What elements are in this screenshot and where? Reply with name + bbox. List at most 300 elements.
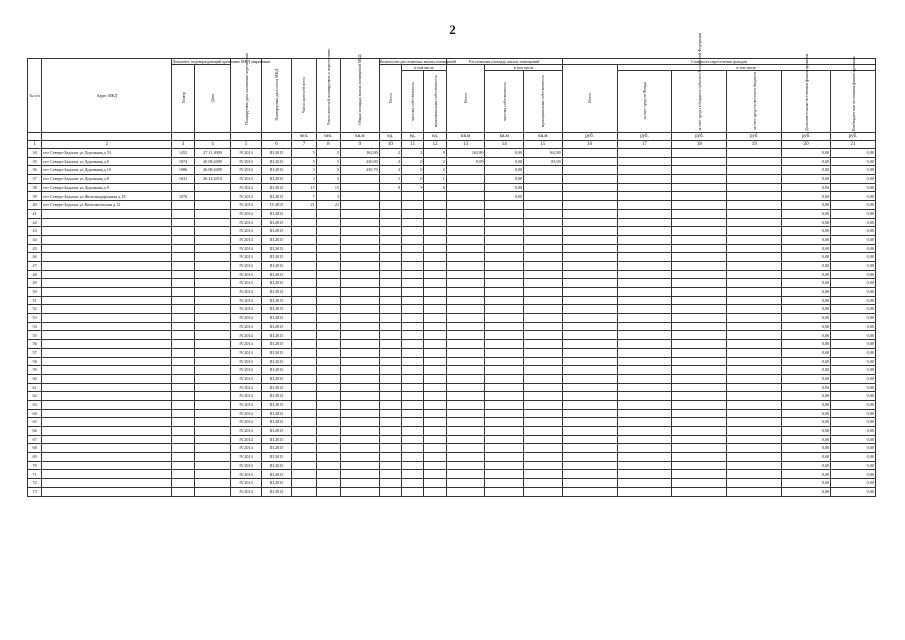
- table-cell: [562, 183, 617, 192]
- table-cell: [42, 348, 172, 357]
- table-row: [28, 175, 876, 184]
- table-cell: [524, 244, 563, 253]
- table-cell: [446, 305, 485, 314]
- table-cell: III.2015: [261, 314, 292, 323]
- table-cell: [341, 348, 380, 357]
- table-cell: [524, 166, 563, 175]
- table-cell: III.2015: [261, 218, 292, 227]
- table-cell: [194, 253, 231, 262]
- unit-cell: кв.м: [341, 133, 380, 141]
- table-cell: 0,00: [831, 340, 876, 349]
- table-cell: [402, 427, 424, 436]
- table-cell: [194, 201, 231, 210]
- table-cell: [379, 331, 401, 340]
- table-cell: [42, 461, 172, 470]
- table-cell: [524, 192, 563, 201]
- table-cell: 50: [28, 288, 42, 297]
- table-cell: [727, 253, 782, 262]
- table-cell: [172, 400, 194, 409]
- table-cell: [727, 166, 782, 175]
- table-cell: [562, 322, 617, 331]
- table-cell: [316, 374, 340, 383]
- header-cost-in-that: в том числе: [617, 65, 875, 71]
- table-cell: IV.2014: [231, 218, 262, 227]
- table-cell: [379, 322, 401, 331]
- table-cell: [402, 209, 424, 218]
- table-cell: [341, 253, 380, 262]
- table-row: [28, 253, 876, 262]
- table-cell: [424, 288, 446, 297]
- table-cell: [524, 453, 563, 462]
- table-row: [28, 348, 876, 357]
- table-cell: [617, 314, 672, 323]
- table-cell: [727, 314, 782, 323]
- table-cell: IV.2014: [231, 175, 262, 184]
- table-cell: [485, 427, 524, 436]
- table-cell: 65: [28, 418, 42, 427]
- table-cell: [424, 253, 446, 262]
- table-cell: [292, 261, 316, 270]
- table-cell: 0,00: [782, 374, 831, 383]
- table-cell: 34: [28, 149, 42, 158]
- table-cell: 0,00: [782, 261, 831, 270]
- table-cell: [42, 409, 172, 418]
- table-cell: 0,00: [782, 192, 831, 201]
- table-cell: III.2015: [261, 192, 292, 201]
- table-cell: [402, 461, 424, 470]
- table-cell: IV.2014: [231, 157, 262, 166]
- table-cell: [379, 340, 401, 349]
- header-cost-unfunded: Внебюджетные источники финансирования: [831, 71, 876, 133]
- table-cell: [292, 418, 316, 427]
- table-cell: [562, 166, 617, 175]
- table-cell: [379, 435, 401, 444]
- table-cell: [402, 418, 424, 427]
- table-cell: 64: [28, 409, 42, 418]
- table-cell: IV.2014: [231, 374, 262, 383]
- header-cost-total: Всего: [562, 65, 617, 133]
- table-cell: 0,00: [782, 461, 831, 470]
- table-cell: [672, 235, 727, 244]
- table-cell: [617, 305, 672, 314]
- table-cell: [727, 427, 782, 436]
- table-cell: [446, 383, 485, 392]
- table-cell: [341, 470, 380, 479]
- table-cell: [562, 218, 617, 227]
- table-cell: [672, 166, 727, 175]
- table-cell: 9: [402, 183, 424, 192]
- table-cell: 2: [402, 149, 424, 158]
- table-cell: [524, 201, 563, 210]
- table-cell: 73: [28, 487, 42, 496]
- header-area-rooms: Расселяемая площадь жилых помещений: [446, 59, 562, 65]
- table-cell: [617, 400, 672, 409]
- table-cell: III.2015: [261, 418, 292, 427]
- table-cell: [485, 270, 524, 279]
- header-doc-date: Дата: [194, 65, 231, 133]
- table-cell: [562, 470, 617, 479]
- table-cell: [672, 470, 727, 479]
- table-cell: [524, 435, 563, 444]
- table-cell: [316, 400, 340, 409]
- table-cell: 52: [28, 305, 42, 314]
- table-cell: [524, 209, 563, 218]
- table-cell: [672, 149, 727, 158]
- table-cell: IV.2014: [231, 427, 262, 436]
- table-cell: [485, 461, 524, 470]
- table-cell: [341, 340, 380, 349]
- table-cell: 40: [28, 201, 42, 210]
- table-cell: [316, 261, 340, 270]
- table-cell: III.2015: [261, 305, 292, 314]
- table-row: [28, 149, 876, 158]
- table-cell: III.2015: [261, 400, 292, 409]
- table-cell: [194, 479, 231, 488]
- unit-cell: руб.: [562, 133, 617, 141]
- table-cell: [485, 409, 524, 418]
- unit-cell: руб.: [782, 133, 831, 141]
- table-cell: 0,00: [831, 409, 876, 418]
- table-cell: 67: [28, 435, 42, 444]
- table-cell: [424, 400, 446, 409]
- table-cell: [292, 427, 316, 436]
- table-cell: IV.2014: [231, 340, 262, 349]
- table-row: [28, 374, 876, 383]
- table-cell: [727, 175, 782, 184]
- table-cell: [562, 201, 617, 210]
- column-number-cell: 14: [485, 141, 524, 149]
- table-cell: [172, 348, 194, 357]
- table-cell: [194, 374, 231, 383]
- table-cell: [617, 409, 672, 418]
- table-cell: [379, 235, 401, 244]
- table-cell: [379, 209, 401, 218]
- table-cell: 3: [316, 192, 340, 201]
- table-cell: [402, 244, 424, 253]
- table-cell: [172, 227, 194, 236]
- table-cell: [341, 374, 380, 383]
- table-cell: 162,80: [446, 149, 485, 158]
- table-cell: [727, 453, 782, 462]
- table-cell: [617, 227, 672, 236]
- table-cell: 0,00: [782, 288, 831, 297]
- table-cell: [316, 409, 340, 418]
- table-cell: [524, 270, 563, 279]
- table-cell: [617, 487, 672, 496]
- table-cell: [727, 461, 782, 470]
- table-cell: пгт Северо-Задонск ул Дорожная д.6: [42, 157, 172, 166]
- table-cell: [402, 453, 424, 462]
- unit-cell: руб.: [617, 133, 672, 141]
- table-cell: 47: [28, 261, 42, 270]
- table-cell: [194, 288, 231, 297]
- table-cell: [562, 357, 617, 366]
- table-cell: [446, 253, 485, 262]
- table-row: [28, 192, 876, 201]
- table-cell: [485, 261, 524, 270]
- table-cell: [292, 305, 316, 314]
- table-cell: [562, 209, 617, 218]
- table-cell: [379, 279, 401, 288]
- column-number-cell: 2: [42, 141, 172, 149]
- table-cell: [379, 392, 401, 401]
- table-row: [28, 340, 876, 349]
- table-cell: IV.2014: [231, 357, 262, 366]
- table-cell: [42, 374, 172, 383]
- table-cell: [172, 314, 194, 323]
- table-cell: [341, 235, 380, 244]
- header-count-total: Всего: [379, 65, 401, 133]
- table-cell: IV.2014: [231, 261, 262, 270]
- table-cell: [194, 487, 231, 496]
- table-cell: [316, 227, 340, 236]
- table-cell: [172, 253, 194, 262]
- table-cell: [379, 288, 401, 297]
- table-cell: [316, 366, 340, 375]
- table-cell: [485, 418, 524, 427]
- table-cell: [727, 366, 782, 375]
- table-row: [28, 470, 876, 479]
- table-cell: [727, 409, 782, 418]
- table-cell: 0: [402, 175, 424, 184]
- table-cell: IV.2014: [231, 296, 262, 305]
- table-cell: [727, 192, 782, 201]
- table-cell: [172, 331, 194, 340]
- units-row: [28, 133, 876, 141]
- table-cell: [727, 149, 782, 158]
- table-cell: [524, 461, 563, 470]
- table-cell: [341, 288, 380, 297]
- unit-cell: кв.м: [524, 133, 563, 141]
- header-cost-subject: за счет средств бюджета субъекта Российской Федерации: [672, 71, 727, 133]
- table-cell: [727, 235, 782, 244]
- table-cell: [424, 357, 446, 366]
- table-cell: [562, 253, 617, 262]
- table-cell: [292, 322, 316, 331]
- table-cell: [379, 357, 401, 366]
- table-cell: 162,80: [341, 149, 380, 158]
- table-cell: [524, 279, 563, 288]
- table-cell: [424, 348, 446, 357]
- table-row: [28, 201, 876, 210]
- table-cell: [524, 357, 563, 366]
- table-cell: [446, 366, 485, 375]
- table-cell: 0,00: [782, 270, 831, 279]
- table-cell: [402, 331, 424, 340]
- table-cell: [194, 409, 231, 418]
- table-cell: [617, 453, 672, 462]
- table-cell: [379, 348, 401, 357]
- table-cell: 0,00: [831, 305, 876, 314]
- table-cell: [292, 270, 316, 279]
- table-cell: [316, 348, 340, 357]
- table-cell: [424, 392, 446, 401]
- table-cell: [672, 409, 727, 418]
- table-row: [28, 392, 876, 401]
- table-cell: [194, 418, 231, 427]
- table-cell: [524, 261, 563, 270]
- table-cell: [617, 235, 672, 244]
- table-cell: [379, 201, 401, 210]
- table-cell: [446, 392, 485, 401]
- table-cell: 0: [424, 149, 446, 158]
- table-cell: [672, 183, 727, 192]
- table-cell: [727, 418, 782, 427]
- table-cell: 0,00: [831, 149, 876, 158]
- table-cell: [617, 461, 672, 470]
- table-cell: [424, 383, 446, 392]
- table-cell: [485, 201, 524, 210]
- table-cell: [316, 435, 340, 444]
- table-cell: [485, 392, 524, 401]
- table-cell: III.2015: [261, 409, 292, 418]
- table-cell: 2: [379, 166, 401, 175]
- table-cell: 0,00: [782, 444, 831, 453]
- table-cell: [402, 279, 424, 288]
- table-cell: [617, 296, 672, 305]
- table-cell: [341, 383, 380, 392]
- table-cell: 0,00: [831, 461, 876, 470]
- table-cell: 15: [316, 183, 340, 192]
- table-cell: [379, 305, 401, 314]
- table-cell: [617, 149, 672, 158]
- table-cell: 0,00: [831, 400, 876, 409]
- table-cell: [424, 218, 446, 227]
- table-cell: [617, 444, 672, 453]
- table-cell: [172, 444, 194, 453]
- table-cell: [379, 270, 401, 279]
- table-cell: [424, 461, 446, 470]
- table-cell: [485, 444, 524, 453]
- table-cell: 0,00: [782, 357, 831, 366]
- table-cell: [379, 400, 401, 409]
- table-cell: [402, 296, 424, 305]
- table-cell: [727, 470, 782, 479]
- table-cell: [424, 409, 446, 418]
- table-cell: [172, 279, 194, 288]
- table-cell: IV.2014: [231, 227, 262, 236]
- table-cell: [172, 392, 194, 401]
- table-cell: [292, 374, 316, 383]
- table-cell: 162,80: [524, 149, 563, 158]
- table-cell: [617, 357, 672, 366]
- table-cell: [341, 305, 380, 314]
- table-cell: [194, 444, 231, 453]
- table-row: [28, 487, 876, 496]
- table-cell: IV.2014: [231, 183, 262, 192]
- table-cell: [292, 218, 316, 227]
- table-row: [28, 331, 876, 340]
- table-cell: [194, 427, 231, 436]
- table-cell: III.2015: [261, 435, 292, 444]
- table-cell: 0,00: [831, 296, 876, 305]
- table-row: [28, 209, 876, 218]
- table-cell: [727, 244, 782, 253]
- table-cell: [42, 331, 172, 340]
- table-cell: 0,00: [831, 253, 876, 262]
- table-cell: [446, 261, 485, 270]
- column-number-cell: 11: [402, 141, 424, 149]
- table-cell: [524, 418, 563, 427]
- unit-cell: ед.: [379, 133, 401, 141]
- table-cell: IV.2014: [231, 235, 262, 244]
- table-cell: 0,00: [831, 435, 876, 444]
- table-cell: [727, 357, 782, 366]
- table-cell: [379, 374, 401, 383]
- table-cell: [727, 444, 782, 453]
- table-cell: IV.2014: [231, 166, 262, 175]
- header-index: № п/п: [28, 59, 42, 133]
- table-cell: IV.2014: [231, 348, 262, 357]
- table-cell: [446, 444, 485, 453]
- table-cell: [341, 322, 380, 331]
- table-cell: [379, 427, 401, 436]
- table-cell: [42, 261, 172, 270]
- column-number-cell: 16: [562, 141, 617, 149]
- table-cell: [194, 305, 231, 314]
- header-total-area: Общая площадь жилых помещений МКД: [341, 59, 380, 133]
- table-cell: [524, 183, 563, 192]
- table-cell: [672, 157, 727, 166]
- table-cell: [446, 183, 485, 192]
- table-cell: 0,00: [782, 314, 831, 323]
- table-cell: 0,00: [782, 166, 831, 175]
- table-cell: [727, 288, 782, 297]
- table-cell: [727, 392, 782, 401]
- table-cell: [316, 270, 340, 279]
- table-cell: 0,00: [485, 183, 524, 192]
- table-cell: [562, 227, 617, 236]
- table-cell: [672, 201, 727, 210]
- table-cell: 0,00: [782, 470, 831, 479]
- table-row: [28, 183, 876, 192]
- table-cell: 53: [28, 314, 42, 323]
- table-cell: IV.2014: [231, 392, 262, 401]
- table-cell: IV.2014: [231, 435, 262, 444]
- table-cell: IV.2014: [231, 253, 262, 262]
- table-cell: [562, 244, 617, 253]
- table-cell: [194, 270, 231, 279]
- table-cell: III.2015: [261, 331, 292, 340]
- table-cell: [42, 235, 172, 244]
- table-cell: IV.2014: [231, 366, 262, 375]
- page-number: 2: [449, 22, 456, 37]
- table-cell: [524, 227, 563, 236]
- table-cell: III.2015: [261, 261, 292, 270]
- table-cell: [446, 201, 485, 210]
- table-cell: III.2015: [261, 183, 292, 192]
- table-cell: III.2015: [261, 366, 292, 375]
- table-cell: [672, 418, 727, 427]
- table-cell: 57: [28, 348, 42, 357]
- table-row: [28, 418, 876, 427]
- table-cell: [292, 366, 316, 375]
- table-cell: 0,00: [782, 244, 831, 253]
- unit-cell: руб.: [672, 133, 727, 141]
- table-cell: [672, 218, 727, 227]
- table-cell: [172, 418, 194, 427]
- table-cell: [194, 400, 231, 409]
- table-cell: 43: [28, 227, 42, 236]
- table-cell: 59: [28, 366, 42, 375]
- table-cell: 15: [292, 183, 316, 192]
- table-cell: [292, 444, 316, 453]
- table-cell: 1070: [172, 192, 194, 201]
- table-cell: [292, 383, 316, 392]
- table-cell: [316, 418, 340, 427]
- table-cell: 55: [28, 331, 42, 340]
- table-cell: [446, 270, 485, 279]
